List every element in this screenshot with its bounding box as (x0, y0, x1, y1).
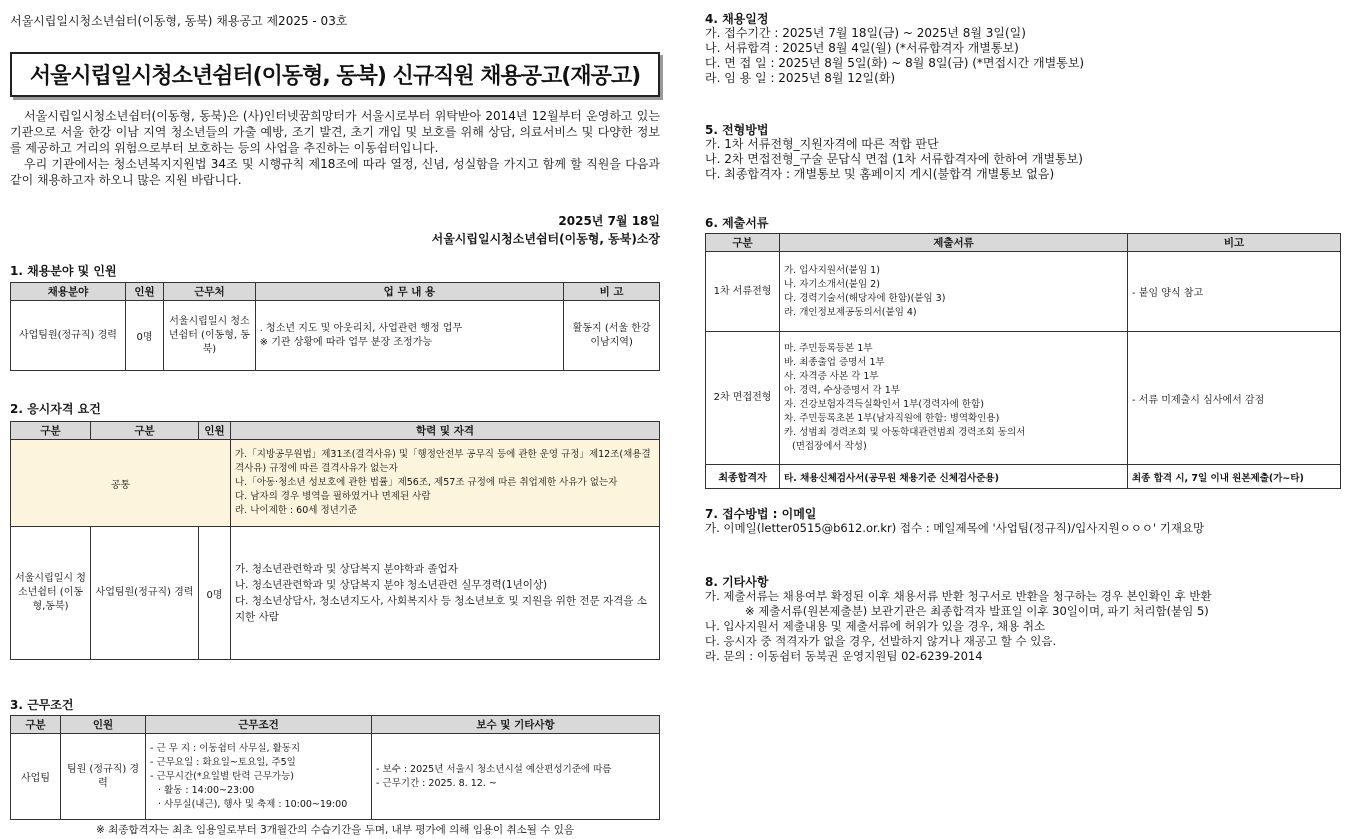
misc-list (705, 589, 1212, 664)
list-item: 가. 1차 서류전형_지원자격에 따른 적합 판단 (705, 137, 939, 151)
schedule-list (705, 26, 1084, 86)
list-item: 가. 제출서류는 채용여부 확정된 이후 채용서류 반환 청구서로 반환을 청구하는 경우 본인확인 후 반환 (705, 589, 1212, 603)
col-header: 근무조건 (146, 716, 372, 734)
col-header: 학력 및 자격 (231, 422, 660, 440)
section-8-title: 8. 기타사항 (705, 575, 769, 589)
list-item: 가. 청소년관련학과 및 상담복지 분야학과 졸업자 (235, 563, 458, 575)
count-cell: 0명 (199, 527, 231, 660)
section-6-title: 6. 제출서류 (705, 216, 769, 230)
selection-list (705, 137, 1083, 182)
list-item: 나.「아동·청소년 성보호에 관한 법률」제56조, 제57조 규정에 따른 취업제한 사유가 없는자 (235, 477, 618, 488)
duty-note: ※ 기관 상황에 따라 업무 분장 조정가능 (259, 336, 433, 348)
remark-cell: 최종 합격 시, 7일 이내 원본제출(가~타) (1128, 465, 1341, 489)
table-row (706, 252, 1341, 332)
list-item: 마. 주민등록등본 1부 (784, 343, 873, 354)
intro-text (10, 108, 660, 188)
table-row (706, 332, 1341, 465)
section-2-title: 2. 응시자격 요건 (10, 402, 101, 416)
stage-label: 2차 면접전형 (706, 332, 780, 465)
list-item: 차. 주민등록초본 1부(남자직원에 한함: 병역확인용) (784, 413, 1000, 424)
list-item: - 근무시간(*요일별 탄력 근무가능) (150, 770, 294, 782)
col-header: 채용분야 (11, 283, 126, 301)
list-item: · 활동 : 14:00~23:00 (158, 784, 255, 796)
list-item: 자. 건강보험자격득실확인서 1부(경력자에 한함) (784, 399, 984, 410)
list-item: - 근무요일 : 화요일~토요일, 주5일 (150, 756, 296, 768)
table-row (11, 301, 660, 371)
col-header: 인원 (61, 716, 146, 734)
field-cell: 사업팀원(정규직) 경력 (91, 527, 199, 660)
list-item: 다. 최종합격자 : 개별통보 및 홈페이지 게시(불합격 개별통보 없음) (705, 167, 1055, 181)
col-header: 제출서류 (780, 234, 1128, 252)
duty-line: . 청소년 지도 및 아웃리치, 사업관련 행정 업무 (259, 322, 463, 334)
list-item: 가. 접수기간 : 2025년 7월 18일(금) ~ 2025년 8월 3일(일) (705, 26, 1026, 40)
place-cell: 서울시립일시 청소년쉼터 (이동형, 동북) (164, 301, 255, 371)
field-cell: 사업팀원(정규직) 경력 (11, 301, 126, 371)
list-item: 나. 자기소개서(붙임 2) (784, 278, 880, 290)
table-row (11, 440, 660, 527)
notice-number: 서울시립일시청소년쉼터(이동형, 동북) 채용공고 제2025 - 03호 (10, 14, 348, 28)
list-item: - 보수 : 2025년 서울시 청소년시설 예산편성기준에 따름 (376, 763, 612, 775)
list-item: 라. 나이제한 : 60세 정년기준 (235, 505, 358, 516)
condition-cell (146, 734, 372, 820)
work-condition-table (10, 715, 660, 820)
table-header-row (706, 234, 1341, 252)
pay-cell (372, 734, 660, 820)
list-item: 나. 서류합격 : 2025년 8월 4일(월) (*서류합격자 개별통보) (705, 41, 1019, 55)
list-item: 가. 이메일(letter0515@b612.or.kr) 접수 : 메일제목에 '사업팀(정규직)/입사지원ㅇㅇㅇ' 기재요망 (705, 521, 1205, 535)
table-row (11, 734, 660, 820)
qualification-table (10, 421, 660, 660)
list-item: 바. 최종출업 증명서 1부 (784, 357, 885, 368)
intro-paragraph-2: 우리 기관에서는 청소년복지지원법 34조 및 시행규칙 제18조에 따라 열정, 신념, 성실함을 가지고 함께 할 직원을 다음과 같이 채용하고자 하오니 많은 지원 바랍니다. (10, 157, 660, 187)
qualification-items (231, 527, 660, 660)
list-item: 가.「지방공무원법」제31조(결격사유) 및「행정안전부 공무직 등에 관한 운영 규정」제12조(채용결격사유) 규정에 따른 결격사유가 없는자 (235, 449, 651, 474)
list-item: - 근 무 지 : 이동쉼터 사무실, 활동지 (150, 742, 301, 754)
table-row (11, 527, 660, 660)
duty-cell (255, 301, 564, 371)
probation-note: ※ 최종합격자는 최초 임용일로부터 3개월간의 수습기간을 두며, 내부 평가에 의해 임용이 취소될 수 있음 (95, 824, 575, 836)
list-item: - 근무기간 : 2025. 8. 12. ~ (376, 777, 497, 789)
document-list (780, 332, 1128, 465)
title-box (10, 52, 660, 97)
col-header: 인원 (125, 283, 163, 301)
common-items (231, 440, 660, 527)
remark-cell: 활동지 (서울 한강이남지역) (564, 301, 660, 371)
list-item: 다. 응시자 중 적격자가 없을 경우, 선발하지 않거나 재공고 할 수 있음. (705, 634, 1057, 648)
list-item: 다. 남자의 경우 병역을 필하였거나 면제된 사람 (235, 491, 431, 502)
list-item: · 사무실(내근), 행사 및 축제 : 10:00~19:00 (158, 798, 348, 810)
signer: 서울시립일시청소년쉼터(이동형, 동북)소장 (431, 232, 660, 246)
list-item: 아. 경력, 수상증명서 각 1부 (784, 385, 900, 396)
org-cell: 서울시립일시 청소년쉼터 (이동형,동북) (11, 527, 91, 660)
list-item: 다. 경력기술서(해당자에 한함)(붙임 3) (784, 292, 946, 304)
documents-table (705, 233, 1341, 489)
list-item: 라. 개인정보제공동의서(붙임 4) (784, 306, 917, 318)
list-item: 나. 2차 면접전형_구술 문답식 면접 (1차 서류합격자에 한하여 개별통보) (705, 152, 1083, 166)
recruit-table (10, 282, 660, 371)
person-cell: 팀원 (정규직) 경력 (61, 734, 146, 820)
col-header: 비고 (1128, 234, 1341, 252)
stage-label: 1차 서류전형 (706, 252, 780, 332)
col-header: 근무처 (164, 283, 255, 301)
table-header-row (11, 716, 660, 734)
table-row (706, 465, 1341, 489)
list-item: 라. 임 용 일 : 2025년 8월 12일(화) (705, 71, 896, 85)
list-item: 다. 청소년상담사, 청소년지도사, 사회복지사 등 청소년보호 및 지원을 위한 전문 자격을 소지한 사람 (235, 595, 647, 623)
stage-label: 최종합격자 (706, 465, 780, 489)
list-item: 나. 입사지원서 제출내용 및 제출서류에 허위가 있을 경우, 채용 취소 (705, 619, 1046, 633)
list-item: 다. 면 접 일 : 2025년 8월 5일(화) ~ 8월 8일(금) (*면접시간 개별통보) (705, 56, 1085, 70)
list-item: 사. 자격증 사본 각 1부 (784, 371, 879, 382)
remark-cell: - 붙임 양식 참고 (1128, 252, 1341, 332)
common-label: 공통 (11, 440, 231, 527)
table-header-row (11, 283, 660, 301)
document-list (780, 252, 1128, 332)
col-header: 구분 (11, 716, 61, 734)
count-cell: 0명 (125, 301, 163, 371)
section-4-title: 4. 채용일정 (705, 12, 769, 26)
col-header: 구분 (11, 422, 91, 440)
table-header-row (11, 422, 660, 440)
section-1-title: 1. 채용분야 및 인원 (10, 264, 117, 278)
col-header: 인원 (199, 422, 231, 440)
list-item: 카. 성범죄 경력조회 및 아동학대관련범죄 경력조회 동의서 (784, 427, 1026, 438)
section-5-title: 5. 전형방법 (705, 123, 769, 137)
remark-cell: - 서류 미제출시 심사에서 감점 (1128, 332, 1341, 465)
list-item: 가. 입사지원서(붙임 1) (784, 264, 880, 276)
section-3-title: 3. 근무조건 (10, 698, 74, 712)
list-item: ※ 제출서류(원본제출분) 보관기관은 최종합격자 발표일 이후 30일이며, 파기 처리함(붙임 5) (745, 604, 1209, 618)
application-method (705, 521, 1204, 536)
page-title: 서울시립일시청소년쉼터(이동형, 동북) 신규직원 채용공고(재공고) (29, 64, 641, 89)
document-item: 타. 채용신체검사서(공무원 채용기준 신체검사준용) (780, 465, 1128, 489)
list-item: 라. 문의 : 이동쉼터 동북권 운영지원팀 02-6239-2014 (705, 649, 983, 663)
col-header: 보수 및 기타사항 (372, 716, 660, 734)
col-header: 구분 (706, 234, 780, 252)
notice-date: 2025년 7월 18일 (558, 214, 660, 228)
team-cell: 사업팀 (11, 734, 61, 820)
col-header: 업 무 내 용 (255, 283, 564, 301)
list-item: (면접장에서 작성) (792, 441, 867, 452)
intro-paragraph-1: 서울시립일시청소년쉼터(이동형, 동북)은 (사)인터넷꿈희망터가 서울시로부터 위탁받아 2014년 12월부터 운영하고 있는 기관으로 서울 한강 이남 지역 청소년들의 가출 예방, 조기 발견, 초기 개입 및 보호를 위해 상담, 의료서비스 및 다양한 정보를 제공하고 거리의 위험으로부터 보호하는 등의 사업을 추진하는 이동쉼터입니다. (10, 109, 660, 155)
list-item: 나. 청소년관련학과 및 상담복지 분야 청소년관련 실무경력(1년이상) (235, 579, 548, 591)
col-header: 구분 (91, 422, 199, 440)
section-7-title: 7. 접수방법 : 이메일 (705, 507, 817, 521)
col-header: 비 고 (564, 283, 660, 301)
